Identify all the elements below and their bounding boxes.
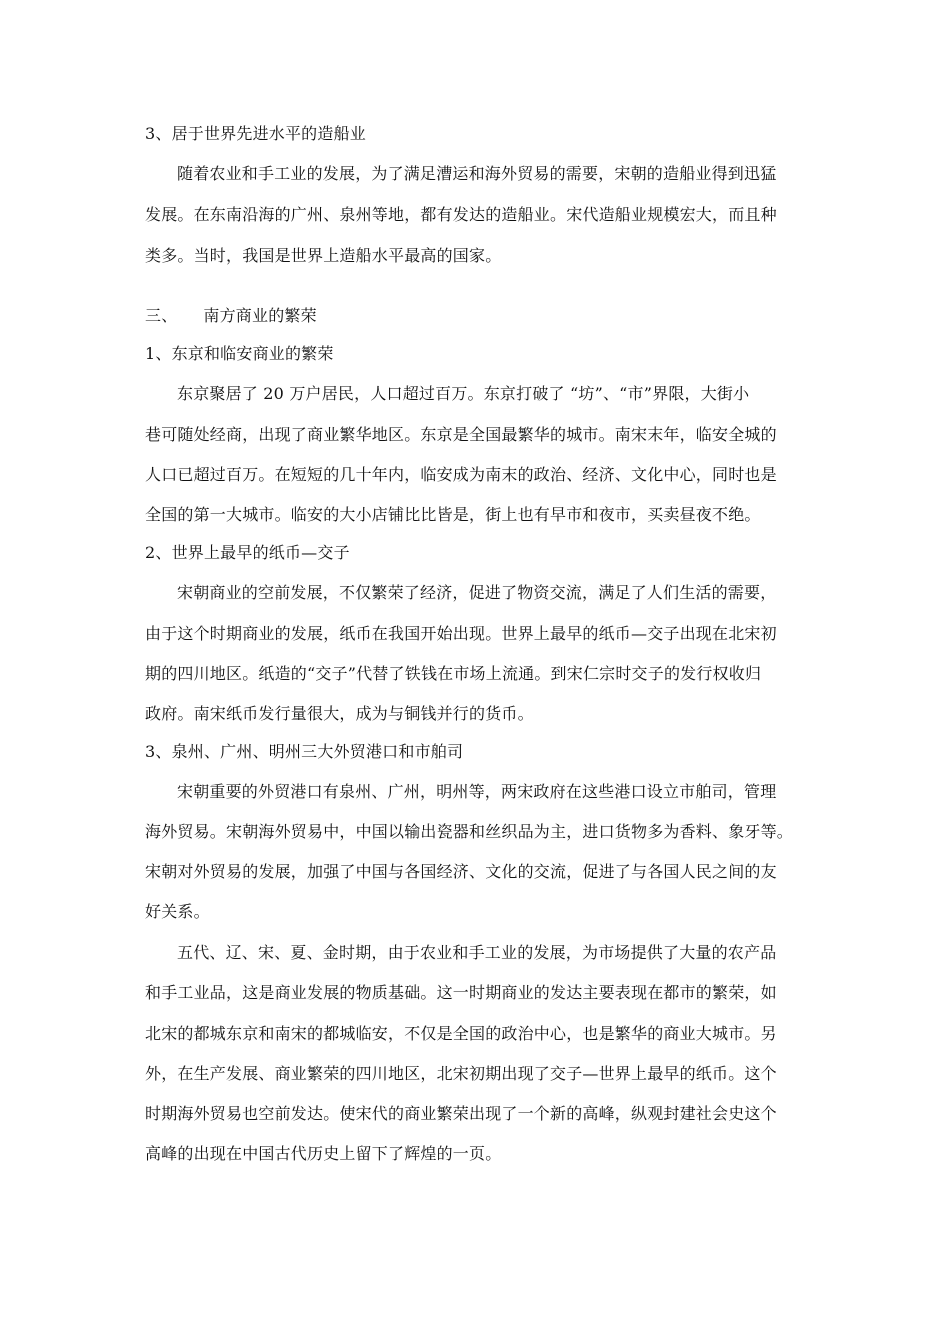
- subheading-capital-commerce: 1、东京和临安商业的繁荣: [145, 344, 334, 363]
- paragraph-line: 宋朝对外贸易的发展，加强了中国与各国经济、文化的交流，促进了与各国人民之间的友: [145, 862, 777, 881]
- subheading-trade-ports: 3、泉州、广州、明州三大外贸港口和市舶司: [145, 742, 464, 761]
- paragraph-line: 发展。在东南沿海的广州、泉州等地，都有发达的造船业。宋代造船业规模宏大，而且种: [145, 205, 777, 224]
- paragraph-line: 海外贸易。宋朝海外贸易中，中国以输出瓷器和丝织品为主，进口货物多为香料、象牙等。: [145, 822, 794, 841]
- section-number: 三、: [145, 306, 178, 325]
- section-title: 南方商业的繁荣: [203, 306, 317, 325]
- subheading-jiaozi: 2、世界上最早的纸币—交子: [145, 543, 350, 562]
- section-heading: [145, 306, 317, 326]
- paragraph-line: 类多。当时，我国是世界上造船水平最高的国家。: [145, 246, 502, 265]
- paragraph-line: 宋朝商业的空前发展，不仅繁荣了经济，促进了物资交流，满足了人们生活的需要，: [177, 583, 777, 602]
- paragraph-line: 东京聚居了 20 万户居民，人口超过百万。东京打破了 “坊”、“市”界限，大街小: [177, 384, 750, 403]
- paragraph-line: 和手工业品，这是商业发展的物质基础。这一时期商业的发达主要表现在都市的繁荣，如: [145, 983, 777, 1002]
- paragraph-line: 高峰的出现在中国古代历史上留下了辉煌的一页。: [145, 1144, 502, 1163]
- paragraph-line: 巷可随处经商，出现了商业繁华地区。东京是全国最繁华的城市。南宋末年，临安全城的: [145, 425, 777, 444]
- paragraph-line: 好关系。: [145, 902, 210, 921]
- paragraph-line: 外，在生产发展、商业繁荣的四川地区，北宋初期出现了交子—世界上最早的纸币。这个: [145, 1064, 777, 1083]
- paragraph-line: 政府。南宋纸币发行量很大，成为与铜钱并行的货币。: [145, 704, 534, 723]
- paragraph-line: 随着农业和手工业的发展，为了满足漕运和海外贸易的需要，宋朝的造船业得到迅猛: [177, 164, 777, 183]
- paragraph-line: 时期海外贸易也空前发达。使宋代的商业繁荣出现了一个新的高峰，纵观封建社会史这个: [145, 1104, 777, 1123]
- subheading-shipbuilding: 3、居于世界先进水平的造船业: [145, 124, 366, 143]
- paragraph-line: 人口已超过百万。在短短的几十年内，临安成为南末的政治、经济、文化中心，同时也是: [145, 465, 777, 484]
- paragraph-line: 期的四川地区。纸造的“交子”代替了铁钱在市场上流通。到宋仁宗时交子的发行权收归: [145, 664, 762, 683]
- paragraph-line: 由于这个时期商业的发展，纸币在我国开始出现。世界上最早的纸币—交子出现在北宋初: [145, 624, 777, 643]
- paragraph-line: 北宋的都城东京和南宋的都城临安，不仅是全国的政治中心，也是繁华的商业大城市。另: [145, 1024, 777, 1043]
- paragraph-line: 全国的第一大城市。临安的大小店铺比比皆是，街上也有早市和夜市，买卖昼夜不绝。: [145, 505, 761, 524]
- paragraph-line: 宋朝重要的外贸港口有泉州、广州，明州等，两宋政府在这些港口设立市舶司，管理: [177, 782, 777, 801]
- paragraph-line: 五代、辽、宋、夏、金时期，由于农业和手工业的发展，为市场提供了大量的农产品: [177, 943, 777, 962]
